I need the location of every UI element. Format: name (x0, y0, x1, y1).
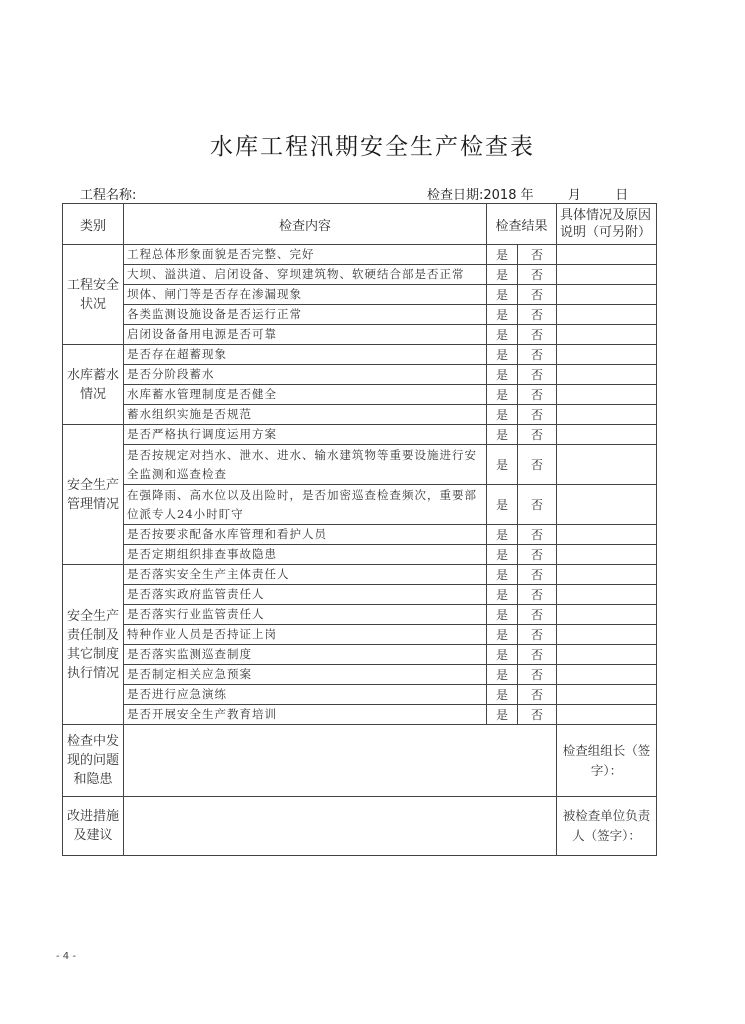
result-yes-option[interactable]: 是 (487, 485, 518, 525)
result-yes-option[interactable]: 是 (487, 305, 518, 325)
inspection-table (62, 203, 657, 856)
result-yes-option[interactable]: 是 (487, 325, 518, 345)
table-row (63, 665, 657, 685)
check-item: 是否存在超蓄现象 (124, 345, 487, 365)
result-no-option[interactable]: 否 (518, 685, 557, 705)
check-item: 蓄水组织实施是否规范 (124, 405, 487, 425)
table-row (63, 645, 657, 665)
check-item: 是否落实安全生产主体责任人 (124, 565, 487, 585)
note-input[interactable] (557, 645, 657, 665)
table-row (63, 425, 657, 445)
table-header-row (63, 204, 657, 245)
result-yes-option[interactable]: 是 (487, 525, 518, 545)
table-row (63, 405, 657, 425)
inspection-date-label: 检查日期: (427, 188, 484, 203)
result-no-option[interactable]: 否 (518, 305, 557, 325)
project-name-label: 工程名称: (80, 188, 137, 203)
inspection-year: 2018 (483, 188, 517, 203)
result-no-option[interactable]: 否 (518, 605, 557, 625)
note-input[interactable] (557, 405, 657, 425)
header-result: 检查结果 (487, 204, 557, 245)
check-item: 是否制定相关应急预案 (124, 665, 487, 685)
note-input[interactable] (557, 545, 657, 565)
improvements-input[interactable] (124, 797, 557, 856)
note-input[interactable] (557, 565, 657, 585)
category-cell: 工程安全状况 (63, 245, 124, 345)
result-yes-option[interactable]: 是 (487, 685, 518, 705)
result-no-option[interactable]: 否 (518, 285, 557, 305)
result-no-option[interactable]: 否 (518, 245, 557, 265)
result-yes-option[interactable]: 是 (487, 545, 518, 565)
result-no-option[interactable]: 否 (518, 665, 557, 685)
note-input[interactable] (557, 585, 657, 605)
check-item: 是否分阶段蓄水 (124, 365, 487, 385)
result-yes-option[interactable]: 是 (487, 625, 518, 645)
table-row (63, 565, 657, 585)
table-row (63, 365, 657, 385)
table-body (63, 245, 657, 725)
table-row (63, 525, 657, 545)
table-row (63, 605, 657, 625)
category-cell: 安全生产责任制及其它制度执行情况 (63, 565, 124, 725)
category-cell: 安全生产管理情况 (63, 425, 124, 565)
note-input[interactable] (557, 705, 657, 725)
result-no-option[interactable]: 否 (518, 485, 557, 525)
improvements-label: 改进措施及建议 (63, 797, 124, 856)
note-input[interactable] (557, 665, 657, 685)
check-item: 特种作业人员是否持证上岗 (124, 625, 487, 645)
result-yes-option[interactable]: 是 (487, 285, 518, 305)
table-row (63, 305, 657, 325)
note-input[interactable] (557, 685, 657, 705)
result-no-option[interactable]: 否 (518, 525, 557, 545)
result-no-option[interactable]: 否 (518, 565, 557, 585)
table-row (63, 625, 657, 645)
result-yes-option[interactable]: 是 (487, 345, 518, 365)
result-yes-option[interactable]: 是 (487, 585, 518, 605)
note-input[interactable] (557, 525, 657, 545)
result-yes-option[interactable]: 是 (487, 265, 518, 285)
check-item: 水库蓄水管理制度是否健全 (124, 385, 487, 405)
result-no-option[interactable]: 否 (518, 625, 557, 645)
result-yes-option[interactable]: 是 (487, 425, 518, 445)
table-row (63, 585, 657, 605)
leader-signature-field[interactable]: 检查组组长（签字）： (557, 725, 657, 797)
unit-signature-field[interactable]: 被检查单位负责人（签字）： (557, 797, 657, 856)
check-item: 是否开展安全生产教育培训 (124, 705, 487, 725)
day-unit: 日 (615, 188, 629, 203)
result-no-option[interactable]: 否 (518, 405, 557, 425)
check-item: 是否进行应急演练 (124, 685, 487, 705)
result-no-option[interactable]: 否 (518, 265, 557, 285)
table-row (63, 265, 657, 285)
month-unit: 月 (567, 188, 581, 203)
check-item: 大坝、溢洪道、启闭设备、穿坝建筑物、软硬结合部是否正常 (124, 265, 487, 285)
result-yes-option[interactable]: 是 (487, 385, 518, 405)
result-yes-option[interactable]: 是 (487, 445, 518, 485)
problems-label: 检查中发现的问题和隐患 (63, 725, 124, 797)
problems-input[interactable] (124, 725, 557, 797)
note-input[interactable] (557, 265, 657, 285)
result-no-option[interactable]: 否 (518, 345, 557, 365)
result-no-option[interactable]: 否 (518, 425, 557, 445)
check-item: 是否按规定对挡水、泄水、进水、输水建筑物等重要设施进行安全监测和巡查检查 (124, 445, 487, 485)
problems-row (63, 725, 657, 797)
year-unit: 年 (520, 188, 534, 203)
result-no-option[interactable]: 否 (518, 385, 557, 405)
note-input[interactable] (557, 365, 657, 385)
table-row (63, 245, 657, 265)
result-yes-option[interactable]: 是 (487, 665, 518, 685)
result-no-option[interactable]: 否 (518, 445, 557, 485)
header-note: 具体情况及原因说明（可另附） (557, 204, 657, 245)
note-input[interactable] (557, 485, 657, 525)
table-row (63, 485, 657, 525)
result-yes-option[interactable]: 是 (487, 605, 518, 625)
category-cell: 水库蓄水情况 (63, 345, 124, 425)
check-item: 是否定期组织排查事故隐患 (124, 545, 487, 565)
result-yes-option[interactable]: 是 (487, 565, 518, 585)
note-input[interactable] (557, 625, 657, 645)
inspection-date-field[interactable] (427, 184, 628, 203)
result-no-option[interactable]: 否 (518, 705, 557, 725)
header-category: 类别 (63, 204, 124, 245)
table-row (63, 385, 657, 405)
note-input[interactable] (557, 425, 657, 445)
note-input[interactable] (557, 285, 657, 305)
result-no-option[interactable]: 否 (518, 645, 557, 665)
result-yes-option[interactable]: 是 (487, 365, 518, 385)
table-row (63, 545, 657, 565)
result-yes-option[interactable]: 是 (487, 405, 518, 425)
result-no-option[interactable]: 否 (518, 545, 557, 565)
check-item: 是否按要求配备水库管理和看护人员 (124, 525, 487, 545)
result-no-option[interactable]: 否 (518, 585, 557, 605)
table-row (63, 685, 657, 705)
check-item: 是否严格执行调度运用方案 (124, 425, 487, 445)
table-row (63, 345, 657, 365)
note-input[interactable] (557, 245, 657, 265)
check-item: 是否落实行业监管责任人 (124, 605, 487, 625)
result-no-option[interactable]: 否 (518, 325, 557, 345)
check-item: 各类监测设施设备是否运行正常 (124, 305, 487, 325)
check-item: 是否落实政府监管责任人 (124, 585, 487, 605)
table-row (63, 705, 657, 725)
project-name-field[interactable] (80, 184, 136, 203)
result-yes-option[interactable]: 是 (487, 705, 518, 725)
header-content: 检查内容 (124, 204, 487, 245)
note-input[interactable] (557, 385, 657, 405)
result-yes-option[interactable]: 是 (487, 245, 518, 265)
check-item: 坝体、闸门等是否存在渗漏现象 (124, 285, 487, 305)
note-input[interactable] (557, 605, 657, 625)
note-input[interactable] (557, 345, 657, 365)
note-input[interactable] (557, 445, 657, 485)
improvements-row (63, 797, 657, 856)
result-yes-option[interactable]: 是 (487, 645, 518, 665)
check-item: 工程总体形象面貌是否完整、完好 (124, 245, 487, 265)
note-input[interactable] (557, 325, 657, 345)
table-row (63, 325, 657, 345)
page-number: - 4 - (56, 951, 76, 962)
table-row (63, 445, 657, 485)
result-no-option[interactable]: 否 (518, 365, 557, 385)
table-row (63, 285, 657, 305)
page-title: 水库工程汛期安全生产检查表 (210, 134, 535, 160)
check-item: 是否落实监测巡查制度 (124, 645, 487, 665)
check-item: 在强降雨、高水位以及出险时，是否加密巡查检查频次，重要部位派专人24小时盯守 (124, 485, 487, 525)
note-input[interactable] (557, 305, 657, 325)
check-item: 启闭设备备用电源是否可靠 (124, 325, 487, 345)
